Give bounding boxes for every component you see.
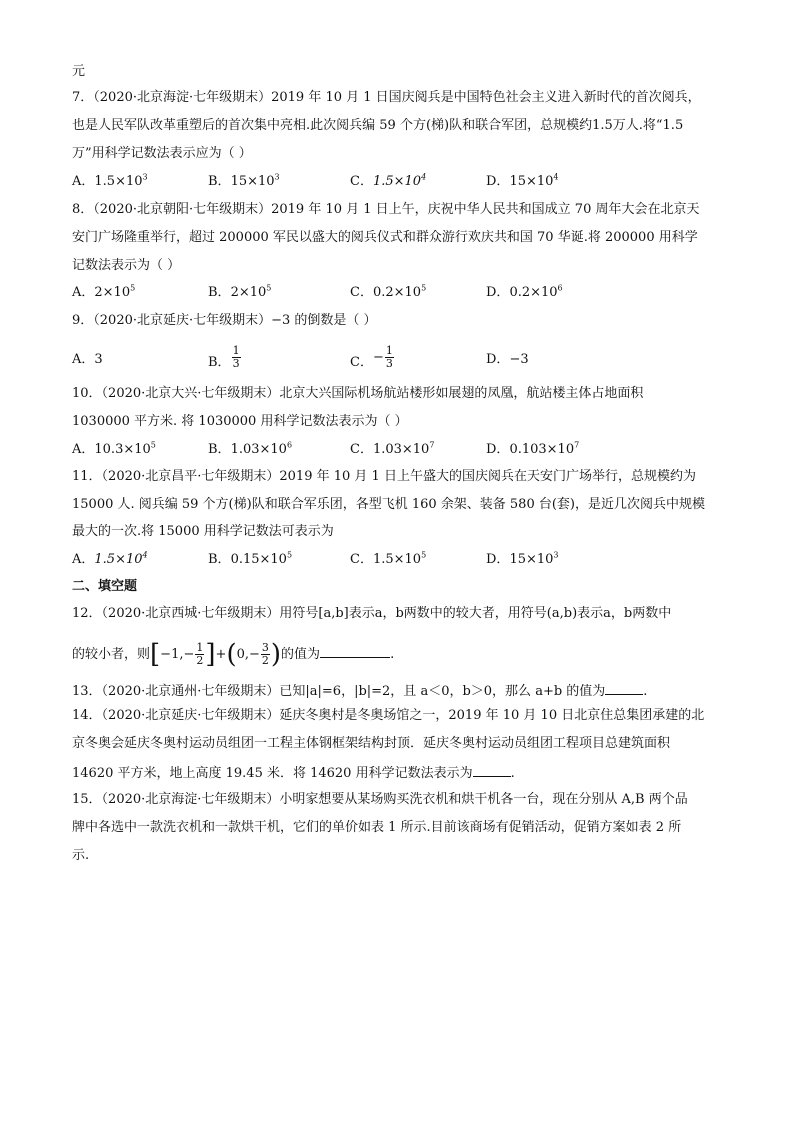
q10-text-line1: 10．（2020·北京大兴·七年级期末）北京大兴国际机场航站楼形如展翅的凤凰，航站楼主体占地面积 <box>72 386 644 401</box>
q10-option-c: C．$1.03\times 10^7$ <box>350 440 435 457</box>
q8-text-line2: 安门广场隆重举行，超过 200000 军民以盛大的阅兵仪式和群众游行欢庆共和国 70 华诞.将 200000 用科学 <box>72 230 698 245</box>
q7-text-line3: 万”用科学记数法表示应为（ ） <box>72 146 252 161</box>
q12-answer-blank[interactable] <box>320 643 390 658</box>
q10-option-d: D．$0.103\times 10^7$ <box>486 440 580 457</box>
q10-options <box>72 440 732 460</box>
q12-text-line1: 12．（2020·北京西城·七年级期末）用符号[a,b]表示a，b两数中的较大者，用符号(a,b)表示a，b两数中 <box>72 606 672 621</box>
q12-text-line2: 的较小者，则[−1,− $\frac{1}{2}$ ]+(0,− $\frac{3}{2}$ )的值为 . <box>72 639 395 670</box>
q7-option-b: B．$15\times 10^3$ <box>208 172 280 189</box>
q12-fraction-1: $\frac{1}{2}$ <box>196 641 204 667</box>
q11-text-line2: 15000 人. 阅兵编 59 个方(梯)队和联合军乐团，各型飞机 160 余架、装备 580 台(套)，是近几次阅兵中规模 <box>72 497 706 512</box>
q11-option-d: D．$15\times 10^3$ <box>486 550 559 567</box>
q14-answer-blank[interactable] <box>473 762 511 777</box>
q7-text-line2: 也是人民军队改革重塑后的首次集中亮相.此次阅兵编 59 个方(梯)队和联合军团，总规模约1.5万人.将“1.5 <box>72 118 684 133</box>
section-fill-in-heading: 二、填空题 <box>72 579 138 594</box>
q10-text-line2: 1030000 平方米. 将 1030000 用科学记数法表示为（ ） <box>72 414 408 429</box>
q9-option-d: D．−3 <box>486 352 529 367</box>
q9-option-b: B． $\frac{1}{3}$ <box>208 344 240 370</box>
q8-option-a: A．$2\times 10^5$ <box>72 283 136 300</box>
q15-text-line2: 牌中各选中一款洗衣机和一款烘干机，它们的单价如表 1 所示.目前该商场有促销活动，促销方案如表 2 所 <box>72 820 682 835</box>
continuation-text: 元 <box>72 64 86 79</box>
q11-option-c: C．$1.5\times 10^5$ <box>350 550 427 567</box>
q7-options <box>72 172 732 192</box>
q8-text-line3: 记数法表示为（ ） <box>72 258 181 273</box>
q7-text-line1: 7．（2020·北京海淀·七年级期末）2019 年 10 月 1 日国庆阅兵是中国特色社会主义进入新时代的首次阅兵， <box>72 90 701 105</box>
q15-text-line1: 15．（2020·北京海淀·七年级期末）小明家想要从某场购买洗衣机和烘干机各一台，现在分别从 A,B 两个品 <box>72 792 688 807</box>
q13-answer-blank[interactable] <box>605 680 643 695</box>
q9-option-c: C．− $\frac{1}{3}$ <box>350 344 393 370</box>
q9-option-c-fraction: $\frac{1}{3}$ <box>385 344 393 370</box>
q7-option-c: C．$1.5\times 10^4$ <box>350 172 427 189</box>
q7-option-a: A．$1.5\times 10^3$ <box>72 172 148 189</box>
q9-text-line1: 9．（2020·北京延庆·七年级期末）−3 的倒数是（ ） <box>72 313 377 328</box>
q9-options <box>72 345 732 375</box>
q8-options <box>72 283 732 303</box>
q10-option-b: B．$1.03\times 10^6$ <box>208 440 293 457</box>
q15-text-line3: 示. <box>72 848 90 863</box>
q8-option-d: D．$0.2\times 10^6$ <box>486 283 563 300</box>
q13-text-line1: 13．（2020·北京通州·七年级期末）已知|a|=6，|b|=2，且 a＜0，b＞0，那么 a+b 的值为 . <box>72 680 647 702</box>
q9-option-a: A．3 <box>72 352 103 367</box>
q9-option-b-fraction: $\frac{1}{3}$ <box>232 344 240 370</box>
q11-text-line3: 最大的一次.将 15000 用科学记数法可表示为 <box>72 524 334 539</box>
q14-text-line1: 14．（2020·北京延庆·七年级期末）延庆冬奥村是冬奥场馆之一，2019 年 10 月 10 日北京住总集团承建的北 <box>72 708 705 723</box>
q14-text-line2: 京冬奥会延庆冬奥村运动员组团一工程主体钢框架结构封顶．延庆冬奥村运动员组团工程项目总建筑面积 <box>72 736 671 751</box>
q8-option-b: B．$2\times 10^5$ <box>208 283 272 300</box>
q8-text-line1: 8．（2020·北京朝阳·七年级期末）2019 年 10 月 1 日上午，庆祝中华人民共和国成立 70 周年大会在北京天 <box>72 202 700 217</box>
q7-option-d: D．$15\times 10^4$ <box>486 172 559 189</box>
q10-option-a: A．$10.3\times 10^5$ <box>72 440 156 457</box>
q14-text-line3: 14620 平方米，地上高度 19.45 米．将 14620 用科学记数法表示为 . <box>72 762 515 784</box>
q11-option-b: B．$0.15\times 10^5$ <box>208 550 293 567</box>
q11-options <box>72 550 732 570</box>
q8-option-c: C．$0.2\times 10^5$ <box>350 283 427 300</box>
q11-option-a: A．$1.5\times 10^4$ <box>72 550 148 567</box>
q12-fraction-2: $\frac{3}{2}$ <box>261 641 269 667</box>
q11-text-line1: 11．（2020·北京昌平·七年级期末）2019 年 10 月 1 日上午盛大的国庆阅兵在天安门广场举行，总规模约为 <box>72 469 696 484</box>
